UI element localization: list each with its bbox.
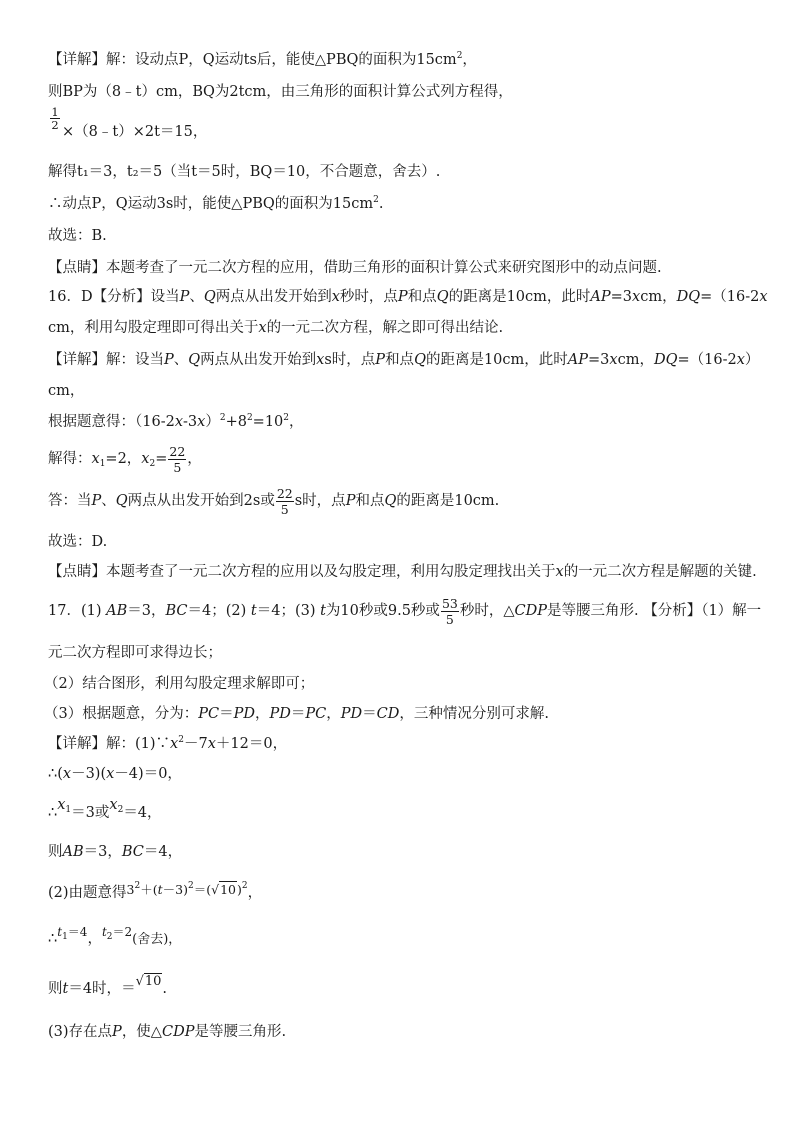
q15-line-5: ∴动点P，Q运动3s时，能使△PBQ的面积为$15cm^2$. [48, 195, 384, 212]
q17-line-9: (2)由题意得$3^2+(t-3)^2=(√10)^2$， [48, 881, 263, 901]
q17-line-5: 【详解】解：$(1)\because x^2-7x+12=0$， [48, 735, 288, 752]
q17-line-1: 17．(1) AB＝3，BC＝4；(2) t＝4；(3) t为10秒或9.5秒或 $\frac{53}{5}$ 秒时，△CDP是等腰三角形. 【分析】（1）解一 [48, 595, 762, 627]
q15-line-3: ×（8﹣t）×2t＝15， [62, 124, 208, 140]
fraction-53-5: $\frac{53}{5}$ [441, 595, 458, 627]
fraction-22-5-answer: $\frac{22}{5}$ [276, 485, 293, 517]
q17-line-6: ∴(x－3)(x－4)＝0， [48, 766, 182, 782]
q15-line-7: 【点睛】本题考查了一元二次方程的应用，借助三角形的面积计算公式来研究图形中的动点问题. [48, 260, 662, 276]
q17-line-2: 元二次方程即可求得边长； [48, 645, 222, 661]
q17-line-8: 则AB＝3，BC＝4， [48, 844, 183, 860]
q17-line-11: 则t＝4时，＝√10. [48, 974, 168, 997]
q15-half-fraction: 1 2 [51, 105, 59, 132]
q16-line-6: 解得：$x_1=2$，$x_2=$ $\frac{22}{5}$ ， [48, 443, 202, 475]
q17-line-10: ∴$^{t_1=4}$，$^{t_2=2}$(舍去)， [48, 925, 182, 947]
q16-line-3: 【详解】解：设当P、Q两点从出发开始到xs时，点P和点Q的距离是10cm，此时AP=3xcm，DQ=（16-2x） [48, 352, 760, 368]
q16-line-8: 故选：D. [48, 534, 108, 550]
q16-line-2: cm，利用勾股定理即可得出关于x的一元二次方程，解之即可得出结论. [48, 320, 504, 336]
fraction-22-5: $\frac{22}{5}$ [169, 443, 186, 475]
q15-line-2: 则BP为（8﹣t）cm，BQ为2tcm，由三角形的面积计算公式列方程得， [48, 84, 513, 100]
q16-line-4: cm， [48, 383, 85, 399]
q16-line-7: 答：当P、Q两点从出发开始到2s或 $\frac{22}{5}$ s时，点P和点Q的距离是10cm. [48, 485, 500, 517]
q17-line-3: （2）结合图形，利用勾股定理求解即可； [44, 676, 315, 692]
q17-line-7: $\therefore x_1=3$或$x_2=4$， [48, 797, 162, 821]
q16-line-1: 16．D【分析】设当P、Q两点从出发开始到x秒时，点P和点Q的距离是10cm，此时AP=3xcm，DQ=（16-2x [48, 289, 768, 305]
q17-line-4: （3）根据题意，分为：PC＝PD，PD＝PC，PD＝CD，三种情况分别可求解. [44, 706, 549, 722]
q16-line-9: 【点睛】本题考查了一元二次方程的应用以及勾股定理，利用勾股定理找出关于x的一元二次方程是解题的关键. [48, 564, 757, 580]
q15-line-6: 故选：B. [48, 228, 107, 244]
q15-line-4: 解得t₁＝3，t₂＝5（当t＝5时，BQ＝10，不合题意，舍去）. [48, 164, 441, 180]
q15-line-1: 【详解】解：设动点P，Q运动ts后，能使△PBQ的面积为$15cm^2$， [48, 51, 477, 68]
q16-line-5: 根据题意得：$(16-2x-3x)^2+8^2=10^2$， [48, 413, 304, 430]
q17-line-12: (3)存在点P，使△CDP是等腰三角形. [48, 1024, 287, 1040]
